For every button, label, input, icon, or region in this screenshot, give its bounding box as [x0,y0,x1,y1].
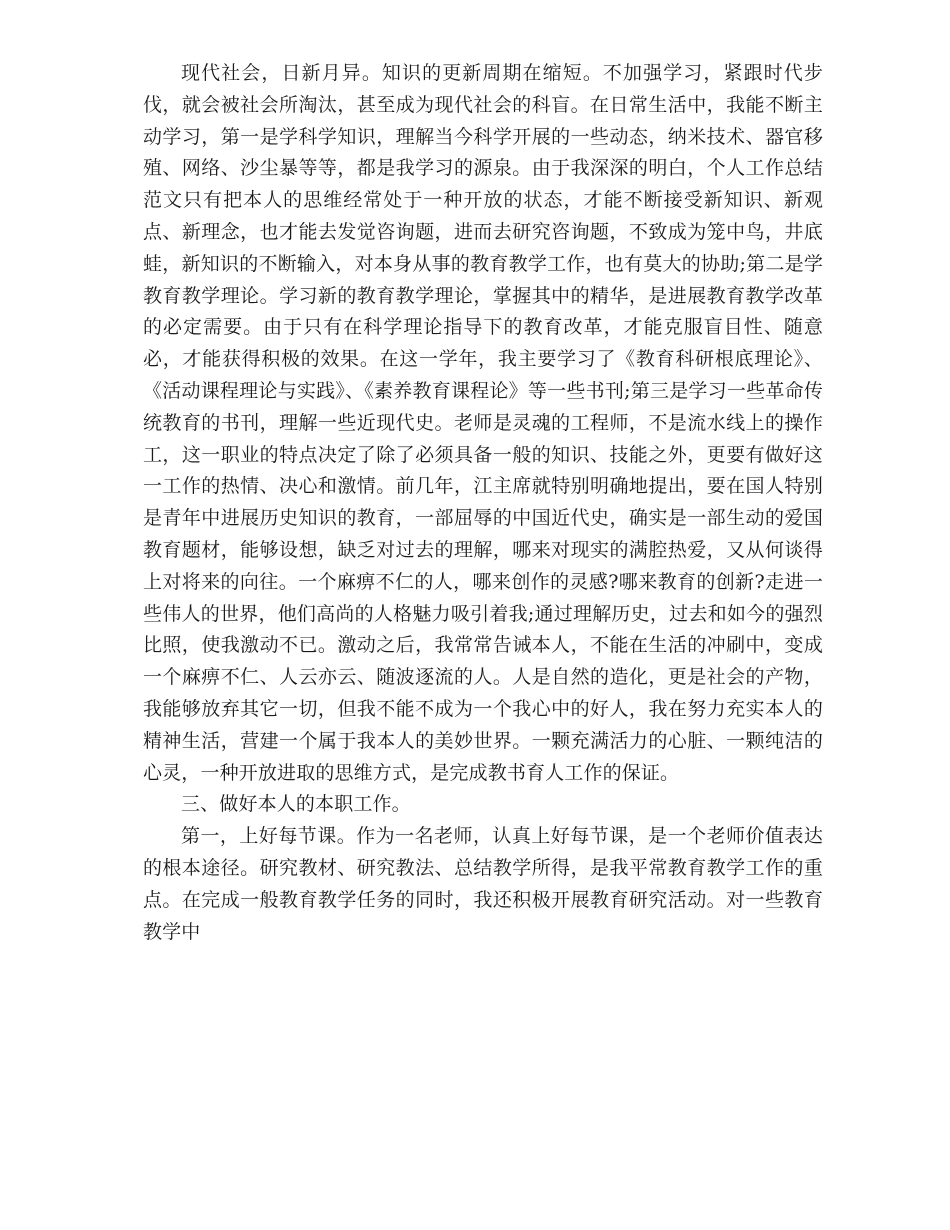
paragraph-teaching-work: 第一，上好每节课。作为一名老师，认真上好每节课，是一个老师价值表达的根本途径。研究教材、研究教法、总结教学所得，是我平常教育教学工作的重点。在完成一般教育教学任务的同时，我还积极开展教育研究活动。对一些教育教学中 [143,825,823,943]
paragraph-section-heading: 三、做好本人的本职工作。 [181,793,411,816]
document-body [143,58,823,948]
paragraph-self-study: 现代社会，日新月异。知识的更新周期在缩短。不加强学习，紧跟时代步伐，就会被社会所淘汰，甚至成为现代社会的科盲。在日常生活中，我能不断主动学习，第一是学科学知识，理解当今科学开展的一些动态，纳米技术、器官移殖、网络、沙尘暴等等，都是我学习的源泉。由于我深深的明白，个人工作总结范文只有把本人的思维经常处于一种开放的状态，才能不断接受新知识、新观点、新理念，也才能去发觉咨询题，进而去研究咨询题，不致成为笼中鸟，井底蛙，新知识的不断输入，对本身从事的教育教学工作，也有莫大的协助;第二是学教育教学理论。学习新的教育教学理论，掌握其中的精华，是进展教育教学改革的必定需要。由于只有在科学理论指导下的教育改革，才能克服盲目性、随意必，才能获得积极的效果。在这一学年，我主要学习了《教育科研根底理论》、《活动课程理论与实践》、《素养教育课程论》等一些书刊;第三是学习一些革命传统教育的书刊，理解一些近现代史。老师是灵魂的工程师，不是流水线上的操作工，这一职业的特点决定了除了必须具备一般的知识、技能之外，更要有做好这一工作的热情、决心和激情。前几年，江主席就特别明确地提出，要在国人特别是青年中进展历史知识的教育，一部屈辱的中国近代史，确实是一部生动的爱国教育题材，能够设想，缺乏对过去的理解，哪来对现实的满腔热爱，又从何谈得上对将来的向往。一个麻痹不仁的人，哪来创作的灵感?哪来教育的创新?走进一些伟人的世界，他们高尚的人格魅力吸引着我;通过理解历史，过去和如今的强烈比照，使我激动不已。激动之后，我常常告诫本人，不能在生活的冲刷中，变成一个麻痹不仁、人云亦云、随波逐流的人。人是自然的造化，更是社会的产物，我能够放弃其它一切，但我不能不成为一个我心中的好人，我在努力充实本人的精神生活，营建一个属于我本人的美妙世界。一颗充满活力的心脏、一颗纯洁的心灵，一种开放进取的思维方式，是完成教书育人工作的保证。 [143,62,823,784]
